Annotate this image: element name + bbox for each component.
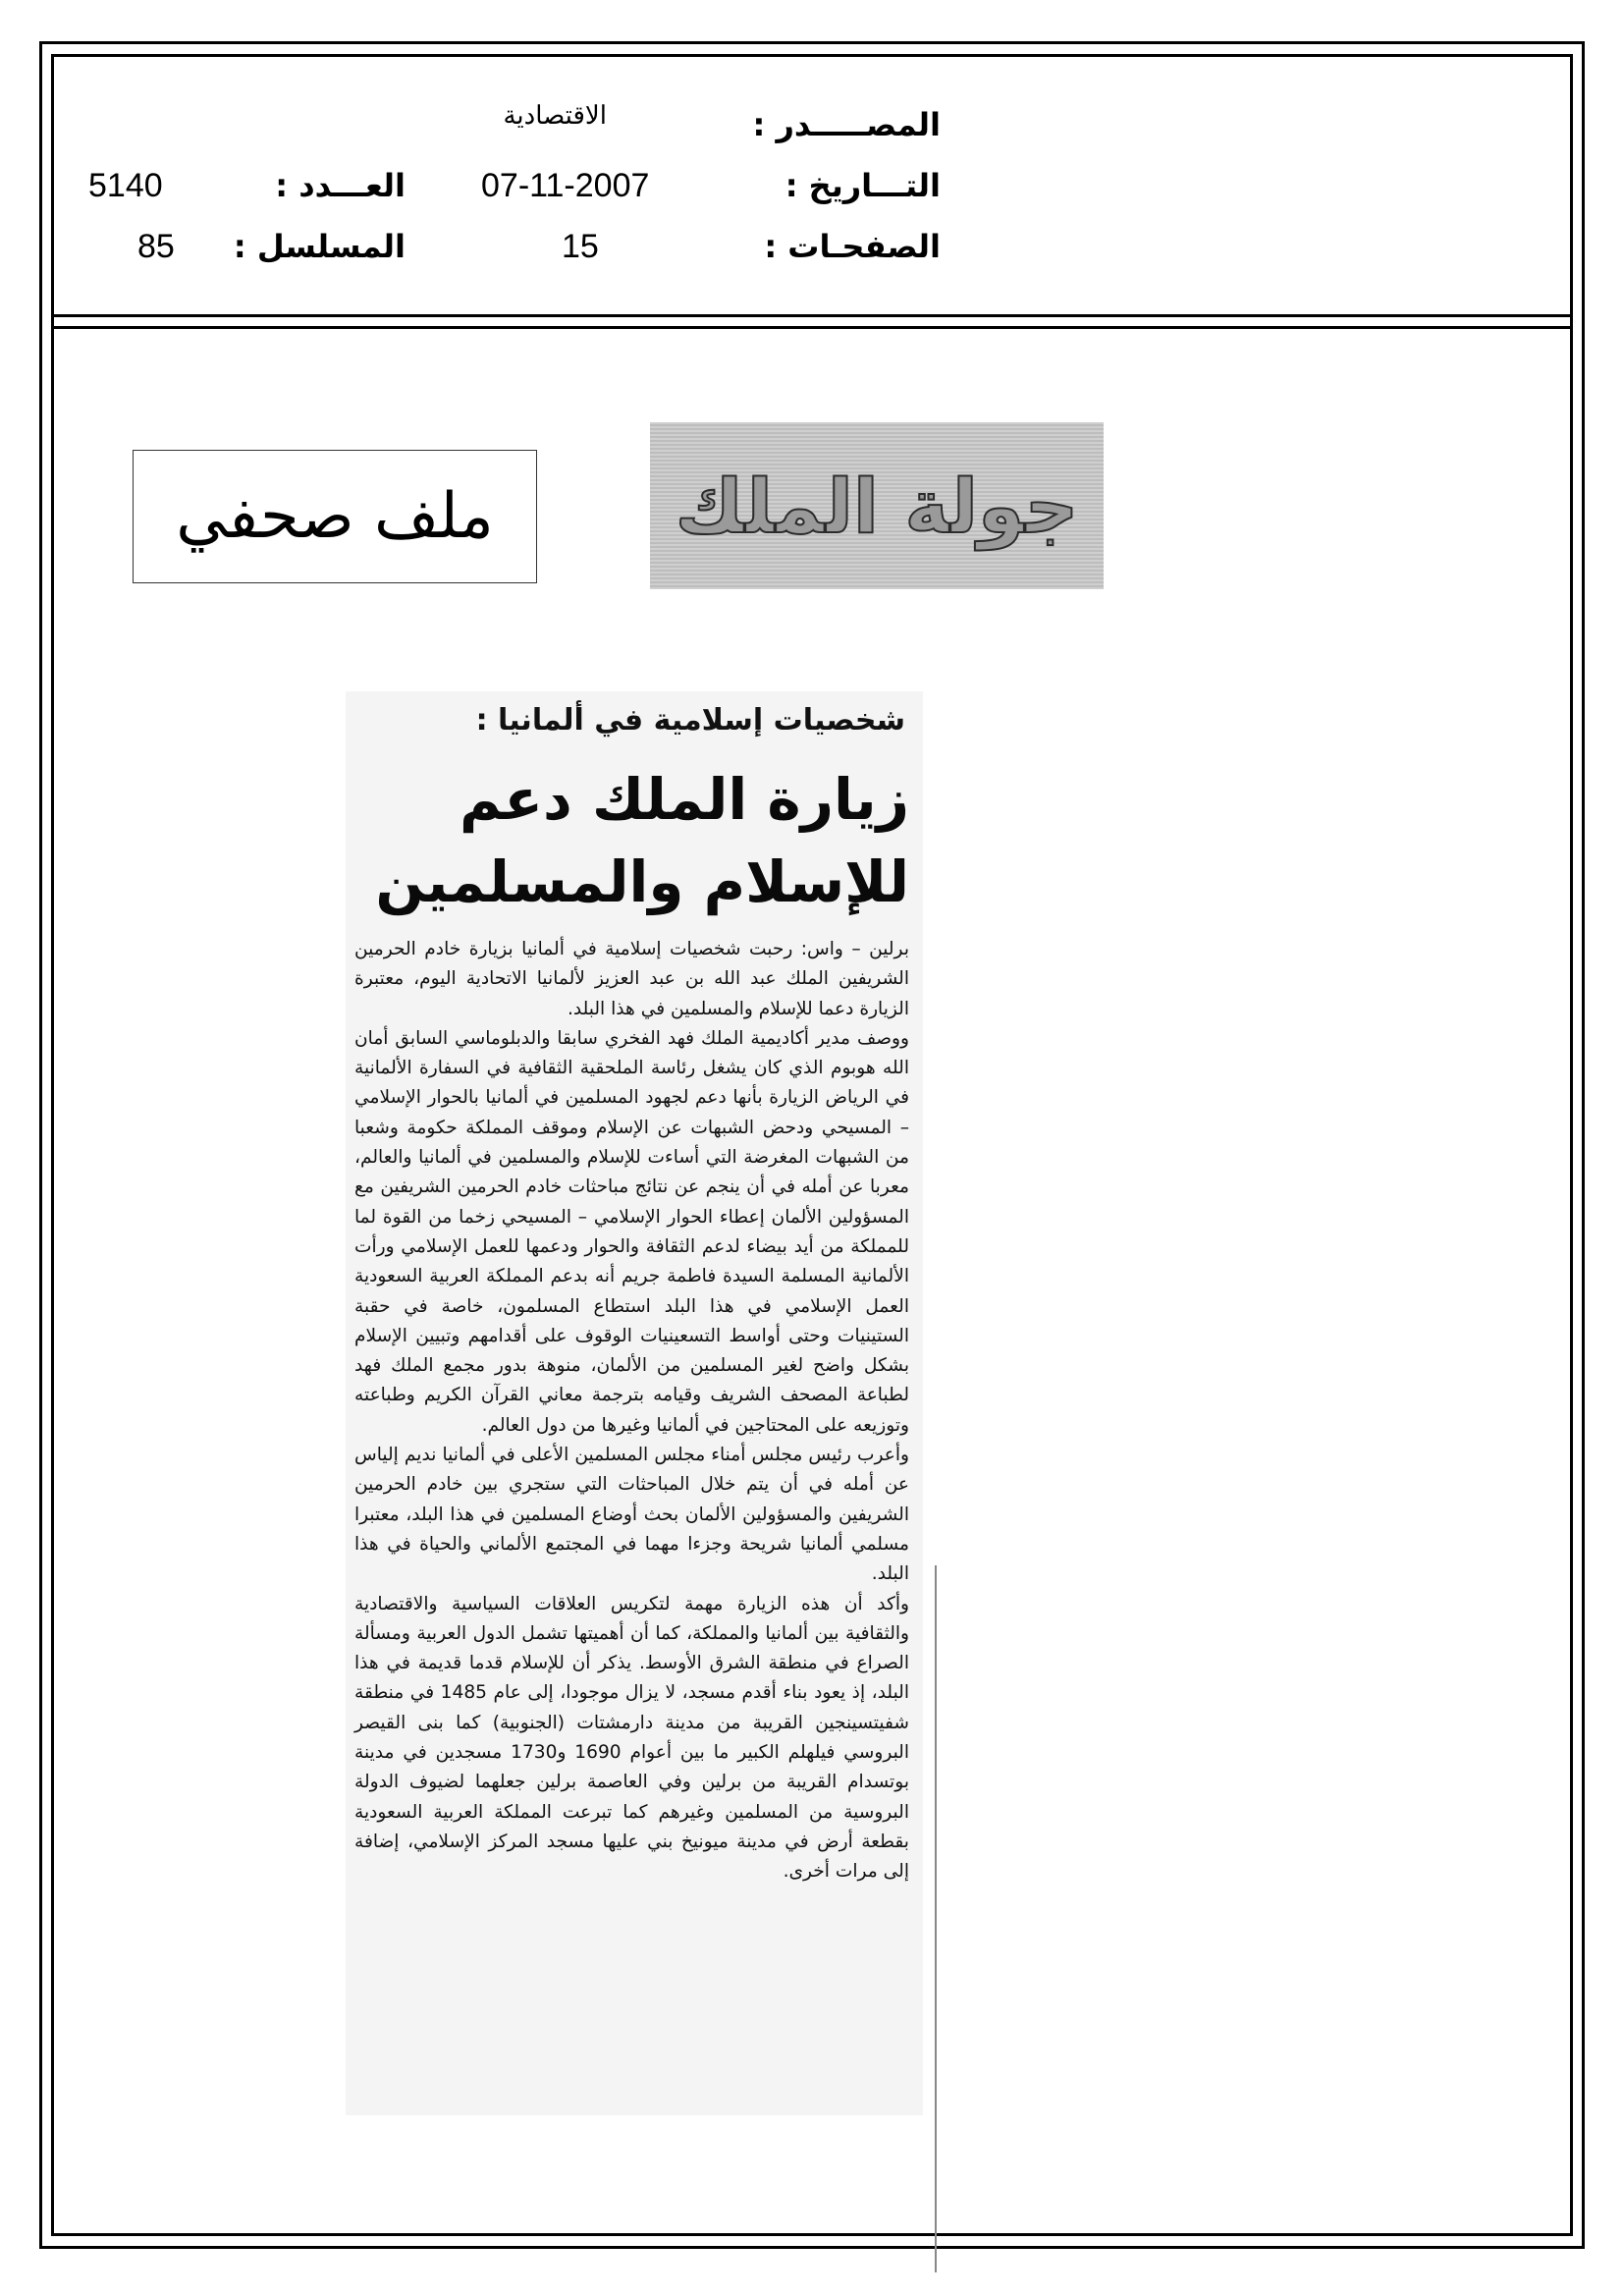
article-paragraph: وأعرب رئيس مجلس أمناء مجلس المسلمين الأعلى في ألمانيا نديم إلياس عن أمله في أن يتم خلال المباحثات التي ستجري بين خادم الحرمين الشريفين والمسؤولين الألمان بحث أوضاع المسلمين في هذا البلد، معتبرا مسلمي ألمانيا شريحة وجزءا مهما في المجتمع الألماني والحياة في هذا البلد. — [354, 1445, 909, 1585]
column-rule — [935, 1565, 937, 2272]
article-paragraph: وأكد أن هذه الزيارة مهمة لتكريس العلاقات السياسية والاقتصادية والثقافية بين ألمانيا والمملكة، كما أن أهميتها تشمل الدول العربية ومسألة الصراع في منطقة الشرق الأوسط. يذكر أن للإسلام قدما قديمة في هذا البلد، إذ يعود بناء أقدم مسجد، لا يزال موجودا، إلى عام 1485 في منطقة شفيتسينجين القريبة من مدينة دارمشتات (الجنوبية) كما بنى القيصر البروسي فيلهلم الكبير ما بين أعوام 1690 و1730 مسجدين في مدينة بوتسدام القريبة من برلين وفي العاصمة برلين جعلهما لضيوف الدولة البروسية من المسلمين وغيرهم كما تبرعت المملكة العربية السعودية بقطعة أرض في مدينة ميونيخ بني عليها مسجد المركز الإسلامي، إضافة إلى مرات أخرى. — [354, 1593, 910, 1883]
article-clipping — [346, 691, 923, 2115]
header-divider — [51, 314, 1573, 317]
article-body — [354, 935, 909, 1887]
date-value: 07-11-2007 — [481, 167, 650, 204]
article-headline: زيارة الملك دعم للإسلام والمسلمين — [375, 766, 909, 915]
source-label: المصـــــدر : — [752, 106, 941, 143]
article-paragraph: ووصف مدير أكاديمية الملك فهد الفخري سابقا والدبلوماسي السابق أمان الله هوبوم الذي كان يشغل رئاسة الملحقية الثقافية في السفارة الألمانية في الرياض الزيارة بأنها دعم لجهود المسلمين في ألمانيا بالحوار الإسلامي – المسيحي ودحض الشبهات عن الإسلام وموقف المملكة حكومة وشعبا من الشبهات المغرضة التي أساءت للإسلام والمسلمين في ألمانيا والعالم، معربا عن أمله في أن ينجم عن نتائج مباحثات خادم الحرمين الشريفين مع المسؤولين الألمان إعطاء الحوار الإسلامي – المسيحي زخما من القوة لما للمملكة من أيد بيضاء لدعم الثقافة والحوار ودعمها للعمل الإسلامي ورأت الألمانية المسلمة السيدة فاطمة جريم أنه بدعم المملكة العربية السعودية العمل الإسلامي في هذا البلد استطاع المسلمون، خاصة في حقبة الستينيات وحتى أواسط التسعينيات الوقوف على أقدامهم وتبيين الإسلام بشكل واضح لغير المسلمين من الألمان، منوهة بدور مجمع الملك فهد لطباعة المصحف الشريف وقيامه بترجمة معاني القرآن الكريم وطباعته وتوزيعه على المحتاجين في ألمانيا وغيرها من دول العالم. — [354, 1027, 909, 1436]
issue-label: العـــدد : — [275, 167, 406, 204]
pages-label: الصفحـات : — [764, 228, 941, 265]
date-label: التـــاريخ : — [784, 167, 941, 204]
press-file-label: ملف صحفي — [176, 480, 494, 553]
banner-text: جولة الملك — [675, 462, 1079, 550]
serial-value: 85 — [137, 228, 175, 265]
serial-label: المسلسل : — [233, 228, 406, 265]
press-file-box — [133, 450, 537, 583]
source-value: الاقتصادية — [503, 100, 607, 130]
article-kicker: شخصيات إسلامية في ألمانيا : — [475, 703, 905, 738]
pages-value: 15 — [562, 228, 599, 265]
header-divider-double — [51, 326, 1573, 329]
article-paragraph: برلين – واس: رحبت شخصيات إسلامية في ألمانيا بزيارة خادم الحرمين الشريفين الملك عبد الله بن عبد العزيز لألمانيا الاتحادية اليوم، معتبرة الزيارة دعما للإسلام والمسلمين في هذا البلد. — [354, 939, 909, 1019]
section-banner — [650, 422, 1104, 589]
issue-value: 5140 — [88, 167, 163, 204]
